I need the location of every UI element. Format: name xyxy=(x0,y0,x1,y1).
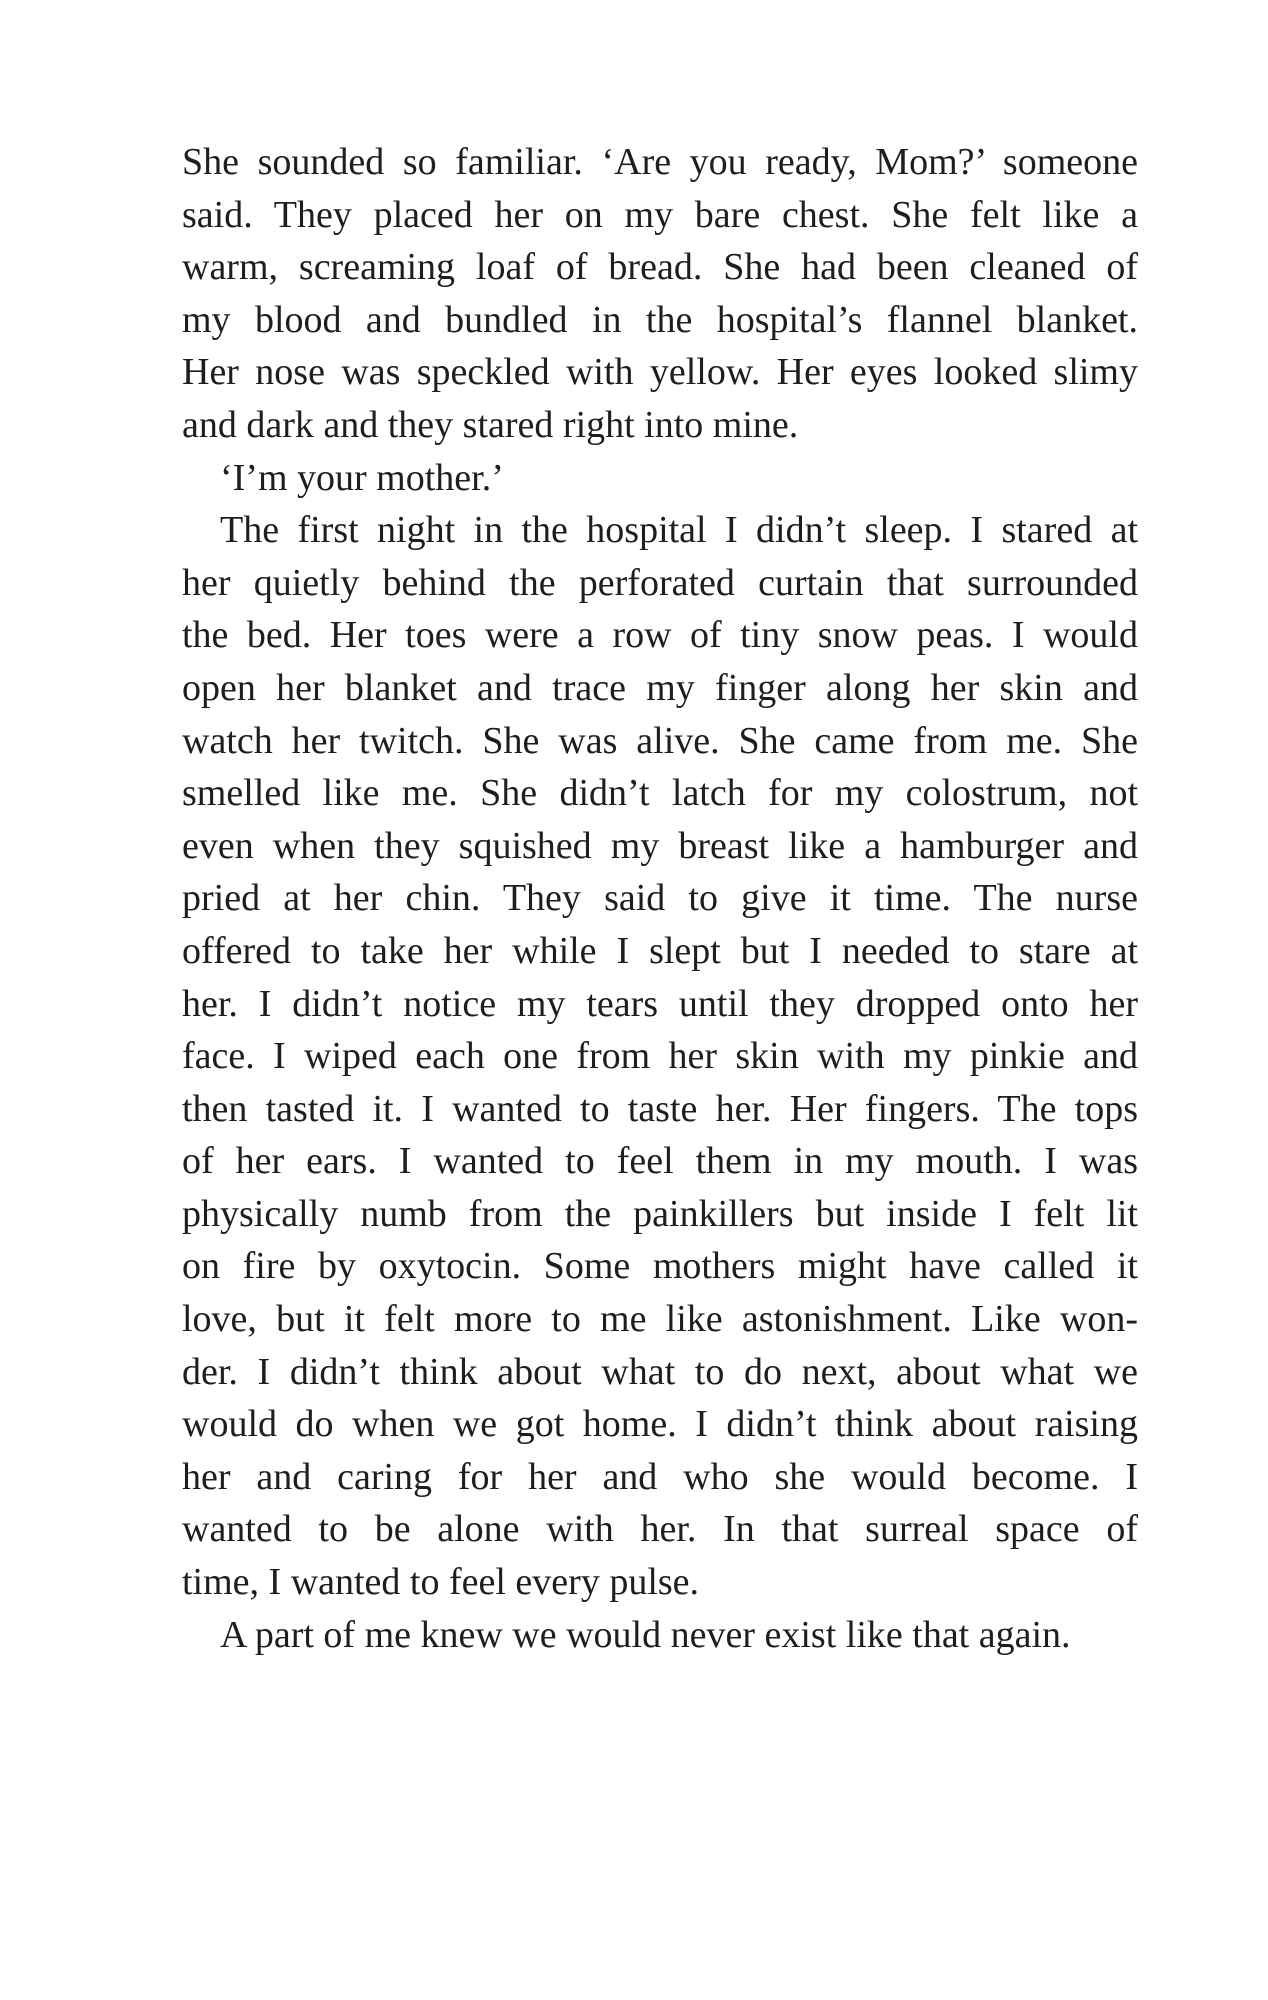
text-line: Her nose was speckled with yellow. Her eyes looked slimy xyxy=(182,351,1138,394)
text-line: offered to take her while I slept but I needed to stare at xyxy=(182,929,1138,972)
text-line: on fire by oxytocin. Some mothers might have called it xyxy=(182,1245,1138,1288)
text-line: The first night in the hospital I didn’t sleep. I stared at xyxy=(220,509,1138,552)
text-line: time, I wanted to feel every pulse. xyxy=(182,1561,700,1604)
text-line: of her ears. I wanted to feel them in my mouth. I was xyxy=(182,1140,1138,1183)
body-text xyxy=(182,136,1138,1661)
text-line: warm, screaming loaf of bread. She had been cleaned of xyxy=(182,246,1138,289)
text-line: physically numb from the painkillers but inside I felt lit xyxy=(182,1192,1138,1235)
text-line: even when they squished my breast like a hamburger and xyxy=(182,824,1138,867)
text-line: A part of me knew we would never exist like that again. xyxy=(220,1613,1071,1656)
text-line: her quietly behind the perforated curtain that surrounded xyxy=(182,561,1138,604)
text-line: said. They placed her on my bare chest. She felt like a xyxy=(182,193,1138,236)
paragraph-3 xyxy=(182,504,1138,1608)
text-line: ‘I’m your mother.’ xyxy=(220,456,504,499)
text-line: pried at her chin. They said to give it time. The nurse xyxy=(182,877,1138,920)
text-line: then tasted it. I wanted to taste her. Her fingers. The tops xyxy=(182,1087,1138,1130)
text-line: wanted to be alone with her. In that surreal space of xyxy=(182,1508,1138,1551)
paragraph-2 xyxy=(182,452,1138,505)
paragraph-4 xyxy=(182,1609,1138,1662)
text-line: my blood and bundled in the hospital’s flannel blanket. xyxy=(182,298,1138,341)
text-line: would do when we got home. I didn’t think about raising xyxy=(182,1403,1138,1446)
text-line: smelled like me. She didn’t latch for my colostrum, not xyxy=(182,772,1138,815)
text-line: face. I wiped each one from her skin with my pinkie and xyxy=(182,1035,1138,1078)
text-line: open her blanket and trace my finger along her skin and xyxy=(182,666,1138,709)
text-line: the bed. Her toes were a row of tiny snow peas. I would xyxy=(182,614,1138,657)
paragraph-1 xyxy=(182,136,1138,452)
text-line: She sounded so familiar. ‘Are you ready, Mom?’ someone xyxy=(182,141,1138,183)
text-line: der. I didn’t think about what to do next, about what we xyxy=(182,1350,1138,1393)
text-line: her. I didn’t notice my tears until they dropped onto her xyxy=(182,982,1138,1025)
text-line: her and caring for her and who she would become. I xyxy=(182,1455,1138,1498)
text-line: love, but it felt more to me like astonishment. Like won- xyxy=(182,1298,1138,1341)
text-line: watch her twitch. She was alive. She came from me. She xyxy=(182,719,1138,762)
text-line: and dark and they stared right into mine. xyxy=(182,403,799,446)
